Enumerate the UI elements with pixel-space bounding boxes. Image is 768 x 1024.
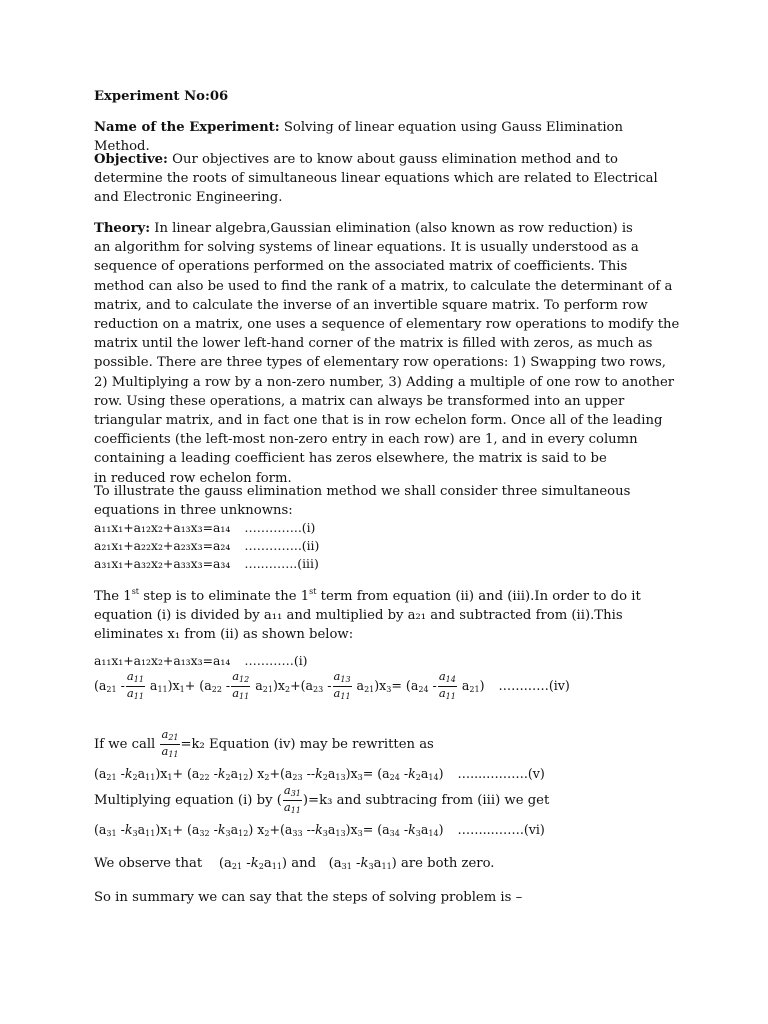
objective-text: Our objectives are to know about gauss elimination method and to determine the roots of simultaneous linear equations which are related to Electrical and Electronic Engineering. <box>94 152 658 206</box>
equation-v: ($a_{21}$ $-k_2a_{11})x_1+ (a_{22}$ $-k_2a_{12}$) $x_2+(a_{23}$ $--k_2a_{13})x_3= (a_{24}$ $-k_2a_{14}$) …....……….(v) <box>94 766 545 782</box>
theory-label: Theory: <box>94 221 151 236</box>
equation-iii: a₃₁x₁+a₃₂x₂+a₃₃x₃=a₃₄ …..……..(iii) <box>94 555 319 571</box>
equation-iv-tag: …………(iv) <box>498 678 570 693</box>
objective-paragraph <box>94 150 680 208</box>
multiplying-line: Multiplying equation (i) by ( $\frac{a_{31}}{a_{11}}$ )=k₃ and subtracing from (iii) we get <box>94 783 550 815</box>
objective-label: Objective: <box>94 152 168 167</box>
equation-iv: ($a_{21}$ - $\frac{a_{11}}{a_{11}}$ $a_{11})x_1+ (a_{22}$ - $\frac{a_{12}}{a_{11}}$ $a_{21})x_2+(a_{23}$ - $\frac{a_{13}}{a_{11}}$ $a_{21})x_3= (a_{24}$ - $\frac{a_{14}}{a_{11}}$ $a_{21}$) …………(iv) <box>94 669 570 701</box>
observe-line: We observe that ($a_{21}$ $-k_2a_{11}$) and ($a_{31}$ $-k_3a_{11}$) are both zero. <box>94 856 495 871</box>
illustrate-paragraph: To illustrate the gauss elimination method we shall consider three simultaneous equations in three unknowns: <box>94 484 631 519</box>
equation-i: a₁₁x₁+a₁₂x₂+a₁₃x₃=a₁₄ …………..(i) <box>94 520 316 535</box>
equation-list <box>94 519 680 572</box>
experiment-name-text: Solving of linear equation using Gauss Elimination Method. <box>94 120 623 155</box>
theory-paragraph <box>94 219 680 488</box>
experiment-number: Experiment No:06 <box>94 89 229 104</box>
equation-ii: a₂₁x₁+a₂₂x₂+a₂₃x₃=a₂₄ …………..(ii) <box>94 537 320 553</box>
theory-body: an algorithm for solving systems of linear equations. It is usually understood as a sequence of operations performed on the associated matrix of coefficients. This method can also be used to find the rank of a matrix, to calculate the determinant of a matrix, and to calculate the inverse of an invertible square matrix. To perform row reduction on a matrix, one uses a sequence of elementary row operations to modify the matrix until the lower left-hand corner of the matrix is filled with zeros, as much as possible. There are three types of elementary row operations: 1) Swapping two rows, 2) Multiplying a row by a non-zero number, 3) Adding a multiple of one row to another row. Using these operations, a matrix can always be transformed into an upper triangular matrix, and in fact one that is in row echelon form. Once all of the leading coefficients (the left-most non-zero entry in each row) are 1, and in every column containing a leading coefficient has zeros elsewhere, the matrix is said to be <box>94 240 680 467</box>
if-we-call-line: If we call $\frac{a_{21}}{a_{11}}$ =k₂ Equation (iv) may be rewritten as <box>94 727 434 759</box>
equation-i-repeat: a₁₁x₁+a₁₂x₂+a₁₃x₃=a₁₄ …………(i) <box>94 653 308 668</box>
theory-first-line: In linear algebra,Gaussian elimination (also known as row reduction) is <box>154 221 633 236</box>
summary-line: So in summary we can say that the steps of solving problem is – <box>94 890 523 905</box>
theory-last-line: in reduced row echelon form. <box>94 470 292 486</box>
equation-v-tag: …....……….(v) <box>457 766 545 781</box>
first-step-paragraph: The 1st step is to eliminate the 1st term from equation (ii) and (iii).In order to do it equation (i) is divided by a₁₁ and multiplied by a₂₁ and subtracted from (ii).This eliminates x₁ from (ii) as shown below: <box>94 587 641 643</box>
equation-vi: ($a_{31}$ $-k_3a_{11})x_1+ (a_{32}$ $-k_3a_{12}$) $x_2+(a_{33}$ $--k_3a_{13})x_3= (a_{34}$ $-k_3a_{14}$) ……...…….(vi) <box>94 822 545 838</box>
experiment-name-label: Name of the Experiment: <box>94 120 280 135</box>
equation-vi-tag: ……...…….(vi) <box>457 822 545 837</box>
